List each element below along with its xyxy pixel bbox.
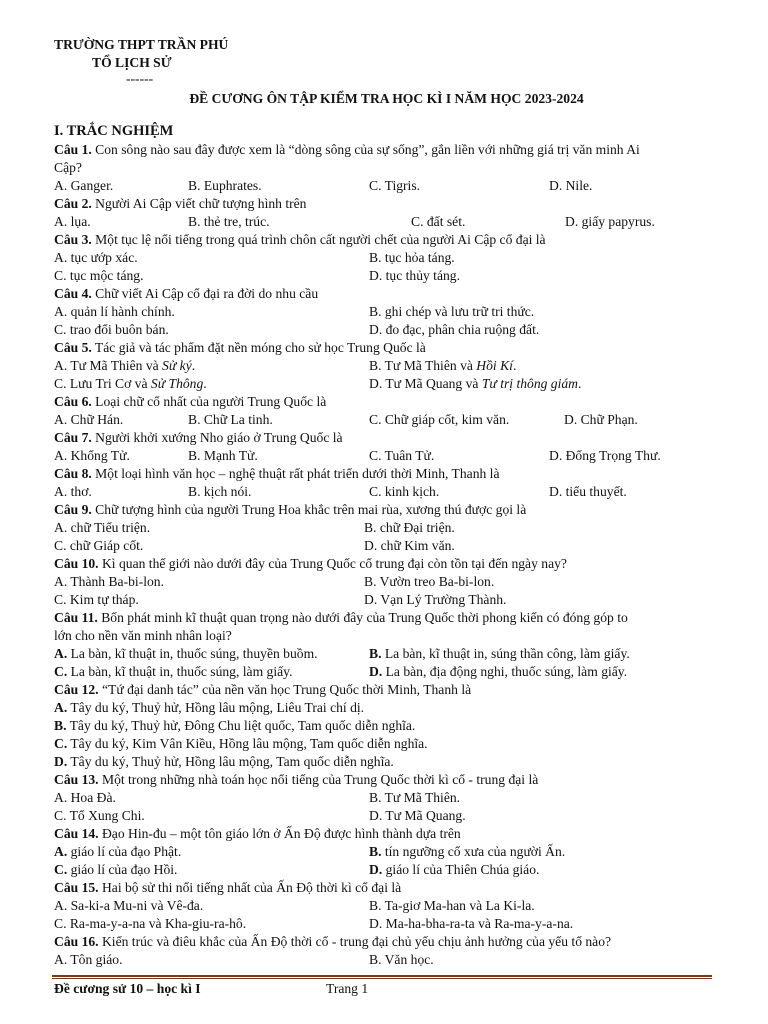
answer-d: D. giấy papyrus. — [565, 214, 655, 229]
document-page — [54, 36, 719, 969]
answer-row — [54, 303, 719, 321]
question-7 — [54, 429, 719, 447]
answer-d: D. Tư Mã Quang và Tư trị thông giám. — [369, 376, 582, 391]
department-name: TỔ LỊCH SỬ — [92, 55, 172, 70]
question-label: Câu 15. — [54, 880, 99, 895]
answer-d: D. Nile. — [549, 178, 593, 193]
answer-b: B. tục hỏa táng. — [369, 250, 455, 265]
question-15 — [54, 879, 719, 897]
answer-b: B. Vườn treo Ba-bi-lon. — [364, 574, 495, 589]
question-label: Câu 10. — [54, 556, 99, 571]
question-label: Câu 9. — [54, 502, 92, 517]
question-2 — [54, 195, 719, 213]
answer-c: C. tục mộc táng. — [54, 268, 144, 283]
answer-c: C. đất sét. — [411, 214, 466, 229]
answer-a: A. lụa. — [54, 214, 91, 229]
question-1-cont: Cập? — [54, 160, 82, 175]
answer-row — [54, 267, 719, 285]
answer-row — [54, 573, 719, 591]
answer-a: A. Ganger. — [54, 178, 114, 193]
answer-b: B. Ta-giơ Ma-han và La Ki-la. — [369, 898, 535, 913]
question-label: Câu 2. — [54, 196, 92, 211]
answer-b: B. chữ Đại triện. — [364, 520, 455, 535]
answer-c: C. Tổ Xung Chi. — [54, 808, 145, 823]
answer-row — [54, 645, 719, 663]
question-label: Câu 1. — [54, 142, 92, 157]
answer-b: B. tín ngưỡng cổ xưa của người Ấn. — [369, 844, 566, 859]
answer-d: D. Ma-ha-bha-ra-ta và Ra-ma-y-a-na. — [369, 916, 574, 931]
answer-a: A. Tôn giáo. — [54, 952, 123, 967]
question-text: Một trong những nhà toán học nổi tiếng của Trung Quốc thời kì cổ - trung đại là — [98, 772, 539, 787]
answer-b: B. thẻ tre, trúc. — [188, 214, 270, 229]
question-1 — [54, 141, 719, 159]
answer-row — [54, 519, 719, 537]
question-label: Câu 4. — [54, 286, 92, 301]
answer-row — [54, 357, 719, 375]
answer-b: B. Tư Mã Thiên. — [369, 790, 461, 805]
answer-d: D. La bàn, địa động nghi, thuốc súng, làm giấy. — [369, 664, 628, 679]
question-label: Câu 6. — [54, 394, 92, 409]
answer-b: B. Euphrates. — [188, 178, 262, 193]
question-text: Đạo Hin-đu – một tôn giáo lớn ở Ấn Độ được hình thành dựa trên — [98, 826, 461, 841]
answer-d: D. đo đạc, phân chia ruộng đất. — [369, 322, 540, 337]
answer-c: C. Tây du ký, Kim Vân Kiều, Hồng lâu mộng, Tam quốc diễn nghĩa. — [54, 736, 428, 751]
question-label: Câu 14. — [54, 826, 99, 841]
answer-d: D. Vạn Lý Trường Thành. — [364, 592, 507, 607]
question-3 — [54, 231, 719, 249]
answer-row — [54, 321, 719, 339]
question-13 — [54, 771, 719, 789]
question-text: Chữ tượng hình của người Trung Hoa khắc trên mai rùa, xương thú được gọi là — [91, 502, 527, 517]
question-label: Câu 12. — [54, 682, 99, 697]
answer-row — [54, 375, 719, 393]
answer-a: A. Hoa Đà. — [54, 790, 116, 805]
question-label: Câu 7. — [54, 430, 92, 445]
question-text: Một loại hình văn học – nghệ thuật rất phát triển dưới thời Minh, Thanh là — [91, 466, 500, 481]
answer-row — [54, 861, 719, 879]
question-4 — [54, 285, 719, 303]
answer-c: C. Lưu Tri Cơ và Sử Thông. — [54, 376, 207, 391]
answer-row — [54, 663, 719, 681]
footer-doc-name: Đề cương sử 10 – học kì I — [54, 981, 201, 996]
document-title: ĐỀ CƯƠNG ÔN TẬP KIỂM TRA HỌC KÌ I NĂM HỌC 2023-2024 — [189, 91, 584, 106]
question-6 — [54, 393, 719, 411]
answer-row — [54, 897, 719, 915]
answer-c: C. Tuân Tử. — [369, 448, 435, 463]
school-name: TRƯỜNG THPT TRẦN PHÚ — [54, 37, 229, 52]
answer-row — [54, 213, 719, 231]
answer-a: A. tục ướp xác. — [54, 250, 138, 265]
answer-row — [54, 591, 719, 609]
answer-c: C. Chữ giáp cốt, kim văn. — [369, 412, 510, 427]
answer-b: B. ghi chép và lưu trữ tri thức. — [369, 304, 535, 319]
answer-a: A. Tây du ký, Thuỷ hử, Hồng lâu mộng, Liêu Trai chí dị. — [54, 700, 365, 715]
dashes-divider: ------ — [126, 71, 154, 86]
answer-d: D. Tây du ký, Thuỷ hử, Hồng lâu mộng, Tam quốc diễn nghĩa. — [54, 754, 394, 769]
answer-c: C. Ra-ma-y-a-na và Kha-giu-ra-hô. — [54, 916, 247, 931]
question-5 — [54, 339, 719, 357]
question-label: Câu 5. — [54, 340, 92, 355]
answer-a: A. chữ Tiểu triện. — [54, 520, 151, 535]
question-label: Câu 13. — [54, 772, 99, 787]
answer-a: A. La bàn, kĩ thuật in, thuốc súng, thuyền buồm. — [54, 646, 318, 661]
answer-b: B. La bàn, kĩ thuật in, súng thần công, làm giấy. — [369, 646, 630, 661]
answer-a: A. Chữ Hán. — [54, 412, 124, 427]
page-number: Trang 1 — [326, 981, 369, 996]
question-text: Kiến trúc và điêu khắc của Ấn Độ thời cổ - trung đại chủ yếu chịu ảnh hưởng của yếu tố nào? — [98, 934, 612, 949]
answer-b: B. Tư Mã Thiên và Hồi Kí. — [369, 358, 517, 373]
answer-a: A. Sa-ki-a Mu-ni và Vê-đa. — [54, 898, 204, 913]
answer-row — [54, 843, 719, 861]
answer-c: C. kinh kịch. — [369, 484, 440, 499]
question-10 — [54, 555, 719, 573]
answer-c: C. La bàn, kĩ thuật in, thuốc súng, làm giấy. — [54, 664, 293, 679]
question-9 — [54, 501, 719, 519]
answer-a: A. thơ. — [54, 484, 92, 499]
answer-d: D. tục thủy táng. — [369, 268, 460, 283]
answer-a: A. Thành Ba-bi-lon. — [54, 574, 164, 589]
footer-divider — [52, 975, 712, 977]
question-text: Kì quan thế giới nào dưới đây của Trung Quốc cổ trung đại còn tồn tại đến ngày nay? — [98, 556, 567, 571]
answer-c: C. trao đổi buôn bán. — [54, 322, 169, 337]
answer-b: B. kịch nói. — [188, 484, 252, 499]
answer-row — [54, 177, 719, 195]
page-footer — [54, 981, 714, 997]
answer-a: A. Tư Mã Thiên và Sử ký. — [54, 358, 196, 373]
answer-c: C. Tigris. — [369, 178, 421, 193]
question-text: Một tục lệ nổi tiếng trong quá trình chôn cất người chết của người Ai Cập cổ đại là — [91, 232, 546, 247]
answer-b: B. Mạnh Tử. — [188, 448, 258, 463]
answer-c: C. Kim tự tháp. — [54, 592, 139, 607]
answer-row — [54, 483, 719, 501]
question-label: Câu 16. — [54, 934, 99, 949]
answer-a: A. giáo lí của đạo Phật. — [54, 844, 182, 859]
footer-divider-thin — [52, 978, 712, 979]
question-11-cont: lớn cho nền văn minh nhân loại? — [54, 628, 232, 643]
question-text: Hai bộ sử thi nổi tiếng nhất của Ấn Độ thời kì cổ đại là — [98, 880, 402, 895]
question-11 — [54, 609, 719, 627]
answer-d: D. tiểu thuyết. — [549, 484, 627, 499]
answer-row — [54, 411, 719, 429]
answer-a: A. Khổng Tử. — [54, 448, 130, 463]
answer-row — [54, 951, 719, 969]
answer-d: D. chữ Kim văn. — [364, 538, 455, 553]
answer-a: A. quản lí hành chính. — [54, 304, 175, 319]
question-label: Câu 3. — [54, 232, 92, 247]
answer-row — [54, 447, 719, 465]
question-text: Loại chữ cổ nhất của người Trung Quốc là — [91, 394, 327, 409]
question-text: Con sông nào sau đây được xem là “dòng sông của sự sống”, gắn liền với những giá trị văn minh Ai — [91, 142, 640, 157]
answer-d: D. Tư Mã Quang. — [369, 808, 466, 823]
question-12 — [54, 681, 719, 699]
answer-b: B. Văn học. — [369, 952, 434, 967]
question-text: Tác giả và tác phẩm đặt nền móng cho sử học Trung Quốc là — [91, 340, 426, 355]
answer-c: C. chữ Giáp cốt. — [54, 538, 144, 553]
answer-row — [54, 537, 719, 555]
answer-d: D. Đổng Trọng Thư. — [549, 448, 661, 463]
question-label: Câu 8. — [54, 466, 92, 481]
question-label: Câu 11. — [54, 610, 98, 625]
question-text: Người Ai Cập viết chữ tượng hình trên — [91, 196, 307, 211]
answer-row — [54, 789, 719, 807]
answer-b: B. Chữ La tinh. — [188, 412, 273, 427]
answer-c: C. giáo lí của đạo Hồi. — [54, 862, 178, 877]
answer-row — [54, 807, 719, 825]
question-text: Người khởi xướng Nho giáo ở Trung Quốc là — [91, 430, 343, 445]
question-text: Bốn phát minh kĩ thuật quan trọng nào dưới đây của Trung Quốc thời phong kiến có đóng góp to — [97, 610, 628, 625]
question-14 — [54, 825, 719, 843]
answer-d: D. giáo lí của Thiên Chúa giáo. — [369, 862, 540, 877]
question-text: “Tứ đại danh tác” của nền văn học Trung Quốc thời Minh, Thanh là — [98, 682, 472, 697]
question-text: Chữ viết Ai Cập cổ đại ra đời do nhu cầu — [91, 286, 319, 301]
question-16 — [54, 933, 719, 951]
section-heading: I. TRẮC NGHIỆM — [54, 123, 174, 139]
answer-b: B. Tây du ký, Thuỷ hử, Đông Chu liệt quốc, Tam quốc diễn nghĩa. — [54, 718, 416, 733]
answer-row — [54, 915, 719, 933]
answer-d: D. Chữ Phạn. — [564, 412, 638, 427]
question-8 — [54, 465, 719, 483]
answer-row — [54, 249, 719, 267]
